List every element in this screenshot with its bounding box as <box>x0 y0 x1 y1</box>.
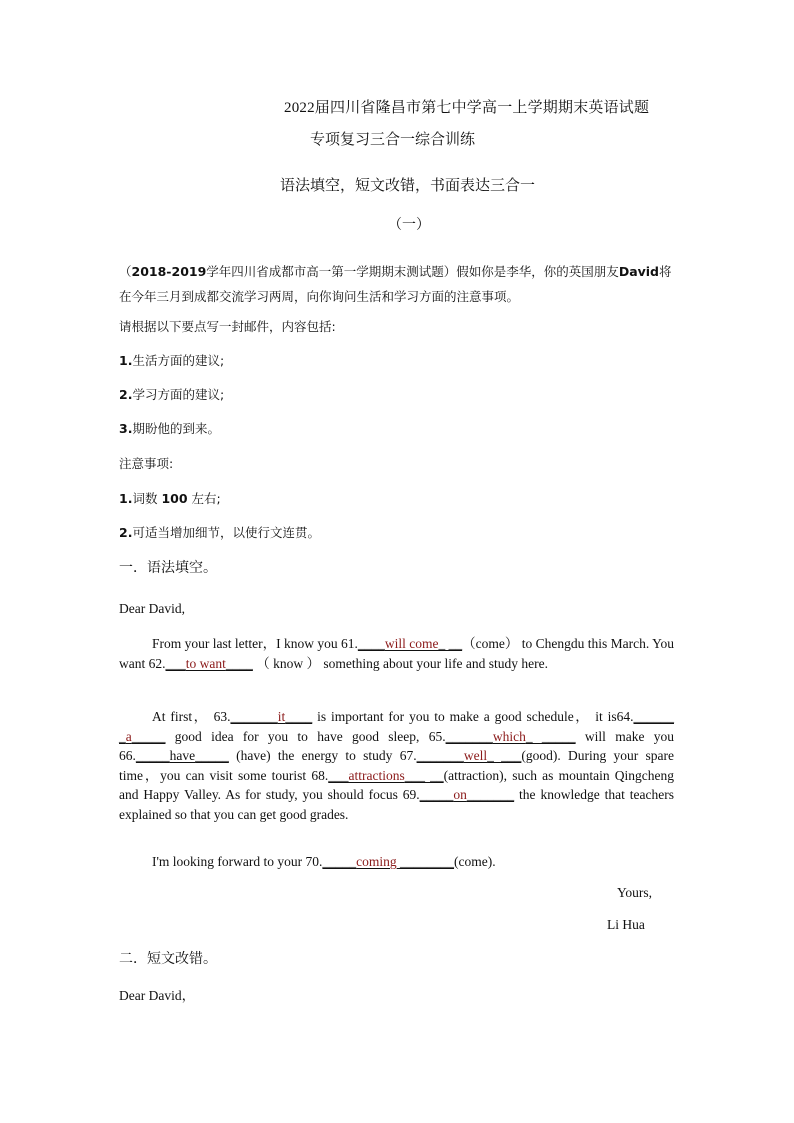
intro-text-a: 学年四川省成都市高一第一学期期末测试题）假如你是李华，你的英国朋友 <box>206 264 619 279</box>
task-intro <box>119 259 679 309</box>
point-number: 1. <box>119 353 133 368</box>
task-instruction: 请根据以下要点写一封邮件，内容包括: <box>119 319 336 334</box>
blank-line: ___ <box>328 767 349 783</box>
text-run: (attraction), such as mountain Qingcheng and Happy Valley. As for study, you should focus 69. <box>119 767 675 803</box>
answer-text: coming <box>356 854 397 869</box>
answer-text: a <box>125 728 132 744</box>
letter-salutation: Dear David, <box>119 601 185 616</box>
point-text: 生活方面的建议; <box>132 353 225 368</box>
text-run: （ know ） something about your life and study here. <box>252 655 548 671</box>
blank-line: ________ <box>396 854 455 869</box>
text-run: (have) the energy to study 67. <box>228 748 417 764</box>
blank-line: ___ <box>165 655 186 671</box>
letter-closing: Yours, <box>617 885 653 900</box>
blank-line: ____ <box>285 709 313 724</box>
section2-heading: 二．短文改错。 <box>119 951 217 967</box>
text-run: the knowledge that teachers explained so that you can get good grades. <box>119 787 674 822</box>
text-run: (good). During your spare time，you can visit some tourist 68. <box>119 748 675 783</box>
blank-line: _____ <box>322 854 357 869</box>
text-run: I'm looking forward to your 70. <box>152 854 323 869</box>
note-item <box>119 489 221 507</box>
blank-line: _____ <box>131 728 166 744</box>
answer-text: attractions <box>348 767 405 783</box>
answer-blank <box>446 729 576 744</box>
blank-line: _____ <box>135 748 170 764</box>
text-run: (come). <box>454 854 496 869</box>
point-text: 期盼他的到来。 <box>132 421 220 436</box>
answer-text: well <box>463 748 488 764</box>
blank-line: _ __ <box>438 636 463 651</box>
text-run: At first， 63. <box>152 709 231 724</box>
blank-line: _____ <box>195 748 229 764</box>
answer-text: it <box>277 709 286 724</box>
note-number: 2. <box>119 525 133 540</box>
section-subtitle: 语法填空，短文改错，书面表达三合一 <box>280 178 536 194</box>
text-run: From your last letter，I know you 61. <box>152 636 358 651</box>
blank-line: _ _____ <box>525 728 576 744</box>
intro-paren: （ <box>119 264 132 279</box>
text-run: is important for you to make a good schedule， it is64. <box>312 709 634 724</box>
notes-title: 注意事项: <box>119 456 174 471</box>
answer-text: will come <box>384 636 439 651</box>
word-count: 100 <box>161 491 188 506</box>
answer-blank <box>136 748 229 763</box>
note-item <box>119 523 320 541</box>
answer-blank <box>328 768 443 783</box>
letter-signature: Li Hua <box>607 917 645 932</box>
section1-heading: 一．语法填空。 <box>119 560 217 576</box>
blank-line: _ ___ <box>487 748 522 764</box>
section2-salutation: Dear David， <box>119 988 196 1003</box>
text-run: （come） to Chengdu this March. You want 62. <box>119 636 674 671</box>
point-text: 学习方面的建议; <box>132 387 225 402</box>
note-text: 词数 <box>132 491 158 506</box>
answer-blank <box>358 636 462 651</box>
friend-name: David <box>618 264 660 279</box>
letter-paragraph <box>119 852 674 872</box>
letter-paragraph <box>119 707 674 825</box>
answer-text: have <box>169 748 196 764</box>
source-year: 2018-2019 <box>131 264 207 279</box>
point-item <box>119 419 220 437</box>
answer-blank <box>322 854 454 869</box>
text-run: good idea for you to have good sleep, 65. <box>165 728 446 744</box>
section-number: （一） <box>388 218 430 233</box>
text-run: will make you 66. <box>119 728 674 764</box>
answer-blank <box>230 709 312 724</box>
document-subtitle: 专项复习三合一综合训练 <box>310 132 476 148</box>
intro-text-b: 将在今年三月到成都交流学习两周，向你询问生活和学习方面的注意事项。 <box>119 264 672 304</box>
point-number: 3. <box>119 421 133 436</box>
point-item <box>119 351 224 369</box>
blank-line: ____ <box>225 655 253 671</box>
letter-paragraph <box>119 634 674 673</box>
point-item <box>119 385 224 403</box>
blank-line: ______ _ <box>119 709 674 744</box>
blank-line: _______ <box>230 709 278 724</box>
answer-text: which <box>492 728 526 744</box>
blank-line: _______ <box>445 728 493 744</box>
answer-blank <box>420 787 515 802</box>
blank-line: ___ __ <box>404 767 444 783</box>
answer-text: on <box>453 787 467 803</box>
note-text: 左右; <box>191 491 221 506</box>
answer-blank <box>417 748 522 763</box>
blank-line: _______ <box>416 748 464 764</box>
point-number: 2. <box>119 387 133 402</box>
answer-text: to want <box>185 655 226 671</box>
blank-line: ____ <box>357 636 385 651</box>
blank-line: _____ <box>419 787 454 803</box>
document-title: 2022届四川省隆昌市第七中学高一上学期期末英语试题 <box>284 100 650 116</box>
note-text: 可适当增加细节，以使行文连贯。 <box>132 525 320 540</box>
answer-blank <box>166 656 253 671</box>
note-number: 1. <box>119 491 133 506</box>
blank-line: _______ <box>466 787 515 803</box>
